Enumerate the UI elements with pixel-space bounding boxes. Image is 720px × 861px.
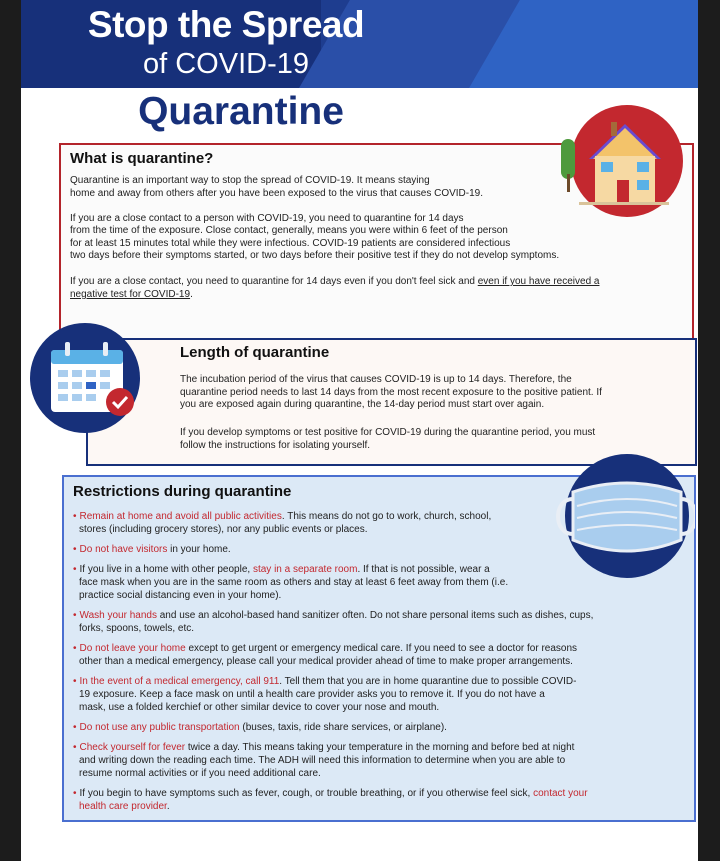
section-heading: What is quarantine? [70, 150, 214, 167]
paragraph-line: you are exposed again during quarantine, the 14-day period must start over again. [180, 399, 545, 410]
underlined-text: even if you have received a [477, 276, 600, 287]
header-banner [21, 0, 698, 88]
restriction-item: • Do not use any public transportation (buses, taxis, ride share services, or airplane). [73, 722, 447, 733]
restriction-item-cont: other than a medical emergency, please call your medical provider ahead of time to make proper arrangements. [79, 656, 573, 667]
paragraph-line: The incubation period of the virus that causes COVID-19 is up to 14 days. Therefore, the [180, 374, 572, 385]
restriction-item-cont: stores (including grocery stores), nor any public events or places. [79, 524, 368, 535]
calendar-icon [25, 322, 153, 434]
banner-subtitle: of COVID-19 [143, 48, 309, 80]
restriction-item-cont: resume normal activities or if you need additional care. [79, 768, 321, 779]
restriction-item-cont: and writing down the reading each time. The ADH will need this information to determine when you are able to [79, 755, 566, 766]
paragraph-line: follow the instructions for isolating yourself. [180, 440, 371, 451]
face-mask-icon [543, 454, 695, 580]
paragraph-line: for at least 15 minutes total while they were infectious. COVID-19 patients are considered infectious [70, 238, 511, 249]
paragraph-line: from the time of the exposure. Close contact, generally, means you were within 6 feet of the person [70, 225, 508, 236]
section-heading: Restrictions during quarantine [73, 483, 292, 500]
page-title: Quarantine [138, 90, 344, 133]
restriction-item-cont: practice social distancing even in your home). [79, 590, 282, 601]
restriction-item: • Do not have visitors in your home. [73, 544, 231, 555]
restriction-item-cont: face mask when you are in the same room as others and stay at least 6 feet away from them (i.e. [79, 577, 509, 588]
restriction-item: • Wash your hands and use an alcohol-based hand sanitizer often. Do not share personal items such as dishes, cups, [73, 610, 594, 621]
house-icon [549, 104, 685, 218]
section-heading: Length of quarantine [180, 344, 330, 361]
restriction-item: • Remain at home and avoid all public activities. This means do not go to work, church, school, [73, 511, 492, 522]
restriction-item-cont: health care provider. [79, 801, 170, 812]
underlined-text: negative test for COVID-19 [70, 289, 191, 300]
restriction-item: • Do not leave your home except to get urgent or emergency medical care. If you need to see a doctor for reasons [73, 643, 578, 654]
restriction-item-cont: 19 exposure. Keep a face mask on until a health care provider asks you to remove it. If you do not have a [79, 689, 545, 700]
paragraph-line: If you are a close contact to a person with COVID-19, you need to quarantine for 14 days [70, 213, 464, 224]
restriction-item: • Check yourself for fever twice a day. This means taking your temperature in the morning and before bed at night [73, 742, 575, 753]
restriction-item: • In the event of a medical emergency, call 911. Tell them that you are in home quarantine due to possible COVID- [73, 676, 577, 687]
flyer-page [21, 0, 698, 861]
paragraph-line: quarantine period needs to last 14 days from the most recent exposure to the positive patient. If [180, 387, 602, 398]
paragraph-line: two days before their symptoms started, or two days before their positive test if they do not develop symptoms. [70, 250, 560, 261]
paragraph-line: negative test for COVID-19. [70, 289, 193, 300]
banner-title: Stop the Spread [87, 4, 365, 45]
paragraph-line: If you are a close contact, you need to quarantine for 14 days even if you don't feel sick and even if you have received a [70, 276, 600, 287]
restriction-item-cont: mask, use a folded kerchief or other similar device to cover your nose and mouth. [79, 702, 440, 713]
paragraph-line: home and away from others after you have been exposed to the virus that causes COVID-19. [70, 188, 484, 199]
restriction-item: • If you begin to have symptoms such as fever, cough, or trouble breathing, or if you otherwise feel sick, contact your [73, 788, 588, 799]
paragraph-line: If you develop symptoms or test positive for COVID-19 during the quarantine period, you must [180, 427, 596, 438]
paragraph-line: Quarantine is an important way to stop the spread of COVID-19. It means staying [70, 175, 430, 186]
restriction-item: • If you live in a home with other people, stay in a separate room. If that is not possible, wear a [73, 564, 490, 575]
restriction-item-cont: forks, spoons, towels, etc. [79, 623, 195, 634]
